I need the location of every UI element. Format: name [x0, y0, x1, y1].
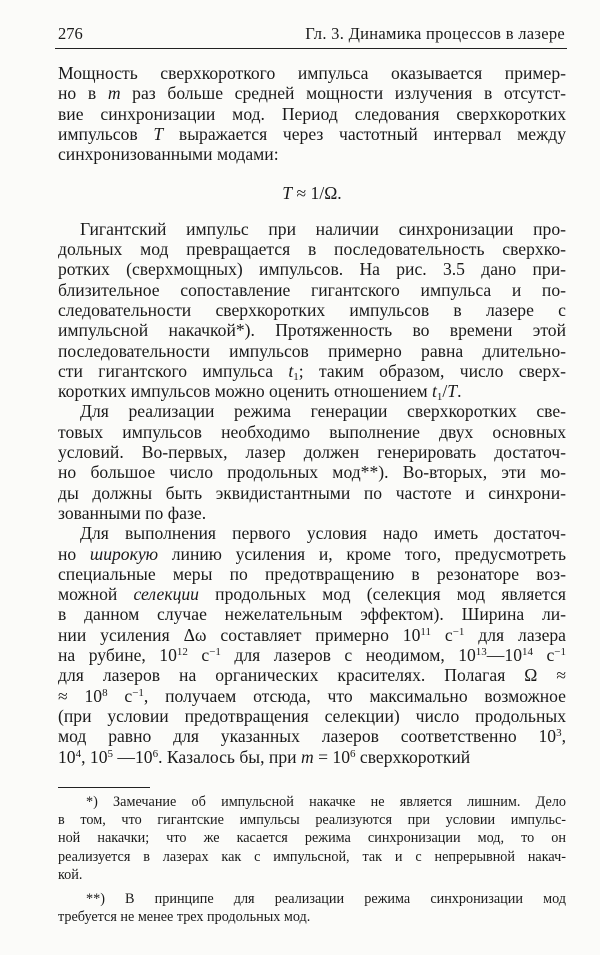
text-run: , 10	[81, 746, 108, 767]
footnote-line: ной накачки; что же касается режима синхронизации мод, то он	[58, 830, 566, 847]
text-run: мод равно для указанных лазеров соответственно 10	[58, 726, 557, 747]
text-run: для лазеров с неодимом, 10	[220, 645, 476, 666]
text-run: 5	[107, 747, 113, 760]
text-run: . Казалось бы, при	[158, 746, 301, 767]
text-run: t	[431, 381, 437, 402]
text-run: 4	[75, 747, 82, 760]
text-line	[58, 584, 566, 604]
text-run: T	[447, 381, 458, 402]
text-run: дольных мод превращается в последовательность сверхко-	[58, 239, 566, 260]
text-run: сти гигантского импульса	[58, 360, 289, 381]
text-run: −1	[452, 625, 465, 638]
text-run: 13	[475, 646, 487, 659]
text-run: Для выполнения первого условия надо иметь достаточ-	[80, 523, 566, 544]
text-run: 6	[152, 747, 159, 760]
text-run: ≈ 1/Ω.	[292, 183, 342, 204]
text-run: близительное сопоставление гигантского импульса и по-	[58, 279, 566, 300]
text-line	[58, 625, 566, 645]
text-run: синхронизованными модами:	[58, 144, 279, 165]
text-line	[58, 144, 566, 164]
text-run: 6	[350, 747, 356, 760]
text-line	[58, 422, 566, 442]
text-line	[58, 604, 566, 624]
footnote-line: **) В принципе для реализации режима синхронизации мод	[86, 890, 566, 907]
text-line	[58, 63, 566, 83]
text-run: для лазеров на органических красителях. Полагая Ω ≈	[58, 665, 566, 686]
text-run: −1	[554, 646, 566, 659]
text-run: но в	[58, 83, 108, 104]
text-run: −1	[132, 686, 144, 699]
text-run: m	[300, 746, 314, 767]
text-run: ды должны быть эквидистантными по частоте и синхрони-	[58, 482, 566, 503]
text-line	[58, 544, 566, 564]
text-run: T	[153, 123, 164, 144]
text-line	[58, 239, 566, 259]
text-line	[58, 747, 566, 767]
text-line	[58, 83, 566, 103]
text-run: с	[532, 645, 555, 666]
text-run: импульсов	[58, 123, 154, 144]
text-run: Гигантский импульс при наличии синхронизации про-	[80, 218, 566, 239]
text-run: нии усиления Δω составляет примерно 10	[58, 624, 421, 645]
text-run: ; таким образом, число сверх-	[298, 360, 566, 381]
text-run: для лазера	[464, 624, 566, 645]
text-run: 10	[58, 746, 76, 767]
text-run: селекции	[133, 584, 199, 605]
text-line	[58, 259, 566, 279]
text-line	[58, 523, 566, 543]
text-line	[58, 361, 566, 381]
text-run: /	[442, 381, 448, 402]
text-line	[58, 219, 566, 239]
text-run: = 10	[313, 746, 350, 767]
text-line	[58, 503, 566, 523]
footnote-line: реализуется в лазерах как с импульсной, так и с непрерывной накач-	[58, 848, 566, 865]
paragraph	[58, 219, 566, 402]
header-rule	[55, 48, 567, 49]
running-title: Гл. 3. Динамика процессов в лазере	[305, 24, 565, 43]
text-line	[58, 442, 566, 462]
footnotes	[58, 793, 566, 926]
footnote-line: кой.	[58, 866, 83, 883]
text-run: ротких (сверхмощных) импульсов. На рис. 3.5 дано при-	[58, 259, 566, 280]
text-run: широкую	[89, 543, 159, 564]
text-line	[58, 726, 566, 746]
text-run: в данном случае нежелательным эффектом). Ширина ли-	[58, 604, 566, 625]
text-run: 11	[420, 625, 431, 638]
text-run: 12	[176, 646, 188, 659]
text-run: следовательности сверхкоротких импульсов в лазере с	[58, 299, 566, 320]
text-line	[58, 381, 566, 404]
text-line	[58, 665, 566, 685]
text-run: коротких импульсов можно оценить отношением	[58, 381, 432, 402]
text-run: специальные меры по предотвращению в резонаторе воз-	[58, 563, 566, 584]
text-run: зованными по фазе.	[58, 502, 207, 523]
text-run: 3	[556, 727, 562, 740]
text-run: ,	[561, 726, 566, 747]
main-text	[58, 63, 566, 767]
text-line	[58, 462, 566, 482]
text-run: но большое число продольных мод**). Во-вторых, эти мо-	[58, 462, 566, 483]
text-run: раз больше средней мощности излучения в отсутст-	[120, 83, 566, 104]
text-run: −1	[209, 646, 221, 659]
text-run: импульсной накачкой*). Протяженность во времени этой	[58, 320, 566, 341]
text-line	[58, 320, 566, 340]
text-run: Мощность сверхкороткого импульса оказывается пример-	[58, 63, 566, 83]
formula	[58, 183, 566, 203]
text-run: —10	[112, 746, 153, 767]
text-line	[58, 401, 566, 421]
footnote-line: *) Замечание об импульсной накачке не является лишним. Дело	[86, 794, 566, 810]
text-run: с	[187, 645, 210, 666]
paragraph	[58, 523, 566, 767]
text-line	[58, 124, 566, 144]
text-run: можной	[58, 584, 134, 605]
footnote	[58, 793, 566, 884]
text-run: 1	[436, 391, 443, 404]
text-line	[58, 280, 566, 300]
text-run: с	[107, 685, 133, 706]
footnote-line: в том, что гигантские импульсы реализуются при условии импульс-	[58, 812, 566, 829]
text-run: t	[288, 360, 294, 381]
text-run: условий. Во-первых, лазер должен генерировать достаточ-	[58, 442, 566, 463]
text-run: 14	[521, 646, 533, 659]
running-header	[58, 24, 565, 46]
text-run: с	[430, 624, 453, 645]
text-line	[58, 183, 566, 203]
text-run: m	[107, 83, 121, 104]
text-run: товых импульсов необходимо выполнение двух основных	[58, 421, 566, 442]
text-run: , получаем отсюда, что максимально возможное	[143, 685, 566, 706]
page-number: 276	[58, 24, 83, 43]
text-line	[58, 706, 566, 726]
text-line	[58, 104, 566, 124]
text-run: но	[58, 543, 90, 564]
text-run: на рубине, 10	[58, 645, 177, 666]
text-run: 1	[293, 370, 299, 383]
text-run: T	[282, 183, 293, 204]
footnote-line: требуется не менее трех продольных мод.	[58, 909, 311, 926]
text-run: сверхкороткий	[355, 746, 471, 767]
paragraph	[58, 63, 566, 164]
text-run: —10	[486, 645, 522, 666]
text-line	[58, 564, 566, 584]
text-line	[58, 300, 566, 320]
text-run: последовательности импульсов примерно равна длительно-	[58, 340, 566, 361]
text-run: ≈ 10	[58, 685, 103, 706]
text-line	[58, 483, 566, 503]
text-run: (при условии предотвращения селекции) число продольных	[58, 705, 566, 726]
text-line	[58, 341, 566, 361]
text-run: .	[457, 381, 462, 402]
text-line	[58, 686, 566, 706]
text-run: 8	[102, 686, 108, 699]
text-line	[58, 645, 566, 665]
paragraph	[58, 401, 566, 523]
footnote-rule	[58, 787, 150, 788]
text-run: продольных мод (селекция мод является	[198, 584, 566, 605]
text-run: линию усиления и, кроме того, предусмотреть	[158, 543, 566, 564]
text-run: вие синхронизации мод. Период следования сверхкоротких	[58, 103, 566, 124]
text-run: выражается через частотный интервал между	[163, 123, 566, 144]
footnote	[58, 890, 566, 926]
text-run: Для реализации режима генерации сверхкоротких све-	[80, 401, 566, 422]
